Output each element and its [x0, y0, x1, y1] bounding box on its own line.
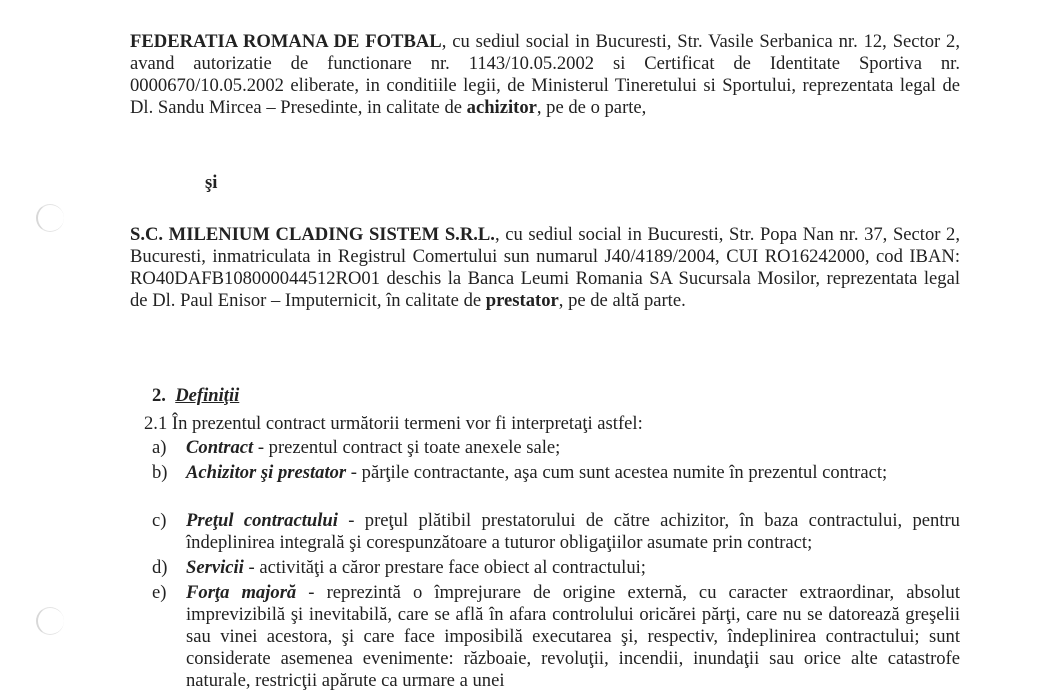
item-term: Servicii: [186, 557, 244, 578]
item-term: Contract: [186, 437, 254, 458]
item-label: c): [152, 510, 167, 531]
party1-name: FEDERATIA ROMANA DE FOTBAL: [130, 31, 442, 52]
party2-paragraph: [130, 224, 960, 312]
item-text: - prezentul contract şi toate anexele sale;: [253, 437, 561, 458]
item-label: e): [152, 582, 167, 603]
item-text: - preţul plătibil prestatorului de către achizitor, în baza contractului, pentru îndeplinirea integrală şi corespunzătoare a tuturor obligaţiilor asumate prin contract;: [186, 510, 960, 553]
punch-hole-mark: [36, 607, 64, 635]
party1-details: , cu sediul social in Bucuresti, Str. Vasile Serbanica nr. 12, Sector 2, avand autorizatie de functionare nr. 1143/10.05.2002 si Certificat de Identitate Sportiva nr. 0000670/10.05.2002 eliberate, in conditiile legii, de Ministerul Tineretului si Sportului, reprezentata legal de Dl. Sandu Mircea – Presedinte, in calitate de: [130, 31, 961, 118]
party1-closing: , pe de o parte,: [536, 97, 647, 118]
item-term: Forţa majoră: [186, 582, 297, 603]
item-label: b): [152, 462, 168, 483]
section-heading: [152, 385, 960, 407]
item-text: - reprezintă o împrejurare de origine externă, cu caracter extraordinar, absolut imprevizibilă şi inevitabilă, care se află în afara controlului oricărei părţi, care nu se datorează greşelii sau vinei acestora, şi care face imposibilă executarea şi, respectiv, îndeplinirea contractului; sunt considerate asemenea evenimente: războaie, revoluţii, incendii, inundaţii sau orice alte catastrofe naturale, restricţii apărute ca urmare a unei: [186, 582, 960, 691]
item-term: Preţul contractului: [186, 510, 338, 531]
conjunction: şi: [205, 172, 218, 193]
party2-closing: , pe de altă parte.: [558, 290, 686, 311]
definition-item: [152, 557, 960, 579]
party1-paragraph: [130, 31, 960, 119]
section-number: 2.: [152, 385, 166, 406]
item-label: a): [152, 437, 167, 458]
punch-hole-mark: [36, 204, 64, 232]
item-label: d): [152, 557, 168, 578]
definition-item: [152, 582, 960, 692]
section-intro: 2.1 În prezentul contract următorii termeni vor fi interpretaţi astfel:: [144, 413, 643, 434]
item-text: - activităţi a căror prestare face obiect al contractului;: [243, 557, 646, 578]
party1-role: achizitor: [466, 97, 537, 118]
definition-item: [152, 462, 960, 484]
party2-details: , cu sediul social in Bucuresti, Str. Popa Nan nr. 37, Sector 2, Bucuresti, inmatriculata in Registrul Comertului sun numarul J40/4189/2004, CUI RO16242000, cod IBAN: RO40DAFB108000044512RO01 deschis la Banca Leumi Romania SA Sucursala Mosilor, reprezentata legal de Dl. Paul Enisor – Imputernicit, în calitate de: [130, 224, 961, 311]
definition-item: [152, 437, 960, 459]
item-term: Achizitor şi prestator: [186, 462, 347, 483]
party2-role: prestator: [485, 290, 559, 311]
party2-name: S.C. MILENIUM CLADING SISTEM S.R.L.: [130, 224, 495, 245]
section-title: Definiţii: [175, 385, 240, 406]
definition-item: [152, 510, 960, 554]
item-text: - părţile contractante, aşa cum sunt acestea numite în prezentul contract;: [346, 462, 888, 483]
